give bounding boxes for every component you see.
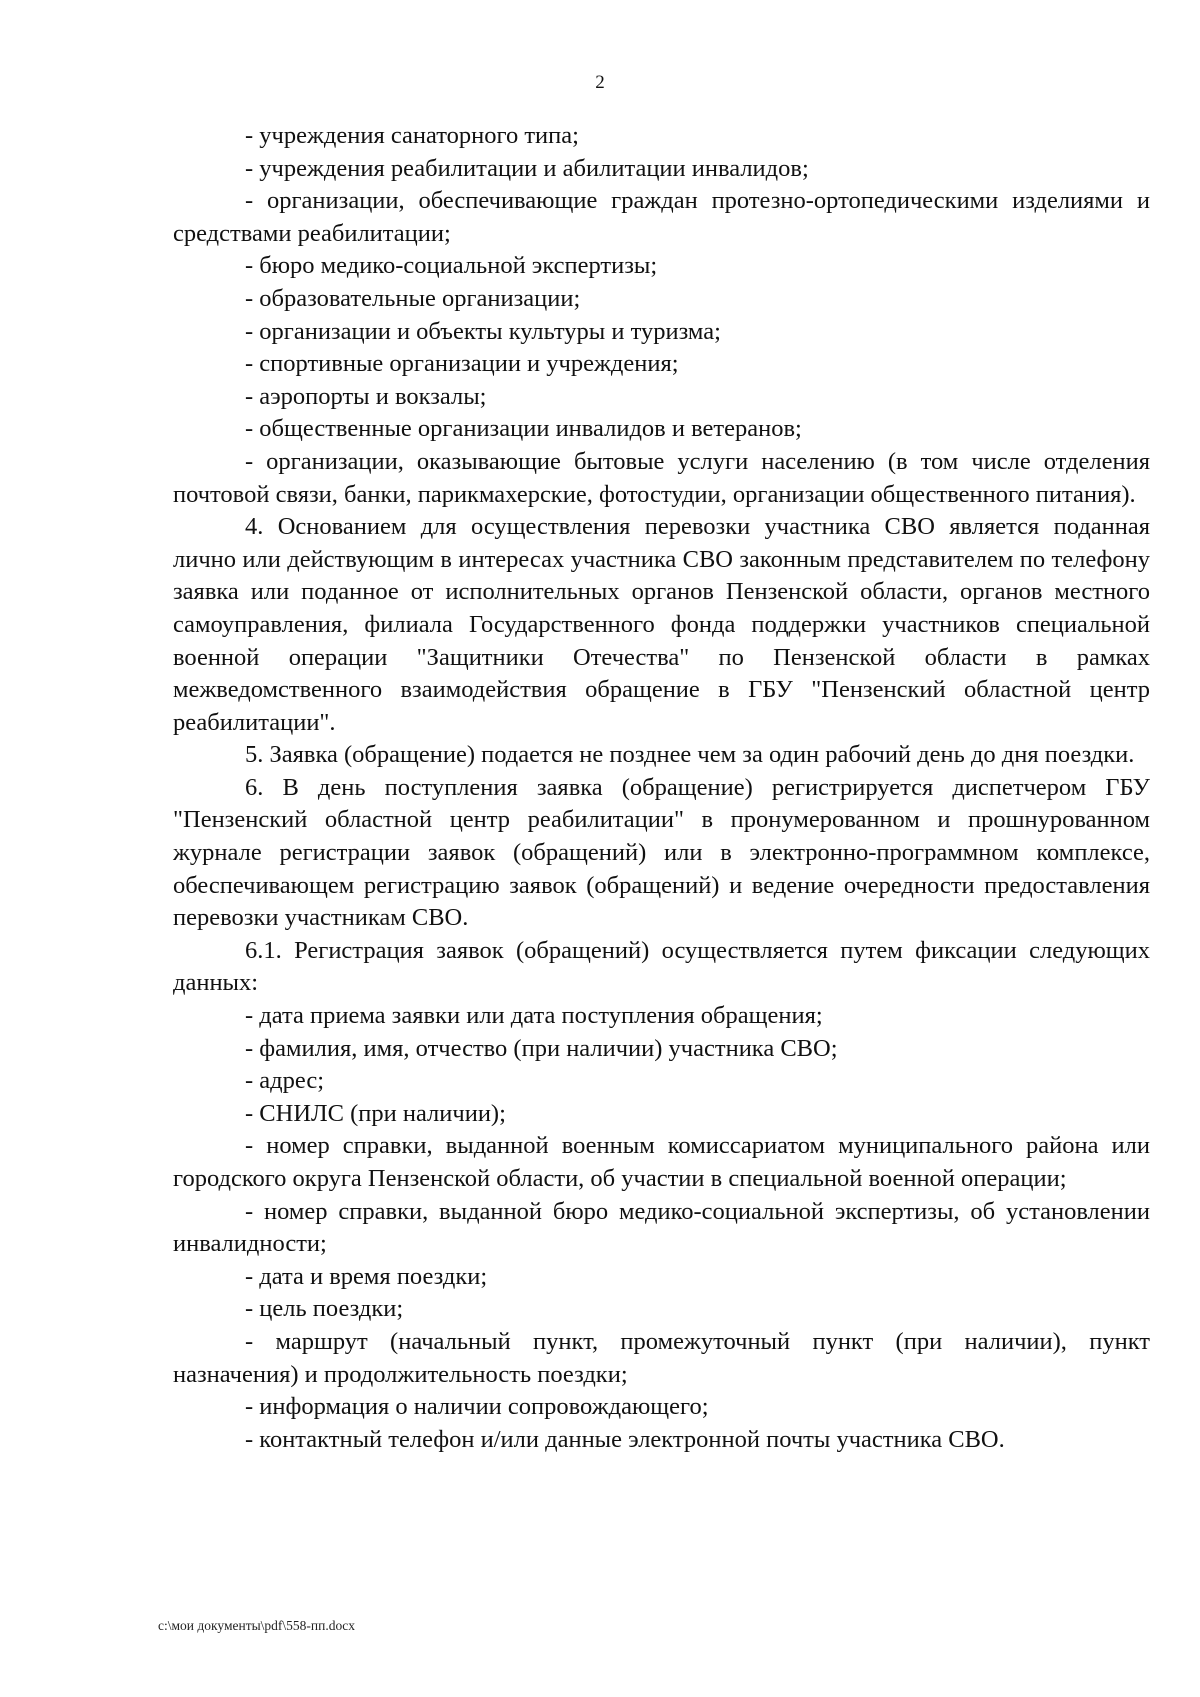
list-item-education: - образовательные организации; [245,284,581,312]
list-item-prosthetics: - организации, обеспечивающие граждан протезно-ортопедическими изделиями и средствами реабилитации; [173,187,1150,247]
data-item-companion: - информация о наличии сопровождающего; [245,1393,709,1421]
data-item-address: - адрес; [245,1067,325,1095]
clause-6-1: 6.1. Регистрация заявок (обращений) осуществляется путем фиксации следующих данных: [173,936,1150,997]
list-item-sanatorium: - учреждения санаторного типа; [245,122,579,149]
data-item-trip-datetime: - дата и время поездки; [245,1262,488,1290]
list-item-public-orgs: - общественные организации инвалидов и ветеранов; [245,415,802,443]
data-item-name: - фамилия, имя, отчество (при наличии) участника СВО; [245,1034,838,1062]
data-item-military-certificate: - номер справки, выданной военным комиссариатом муниципального района или городского округа Пензенской области, об участии в специальной военной операции; [173,1132,1150,1192]
data-item-disability-certificate: - номер справки, выданной бюро медико-социальной экспертизы, об установлении инвалидности; [173,1197,1150,1258]
list-item-rehabilitation: - учреждения реабилитации и абилитации инвалидов; [245,154,809,182]
document-body [173,120,1150,1456]
list-item-airports: - аэропорты и вокзалы; [245,382,487,410]
clause-6: 6. В день поступления заявка (обращение) регистрируется диспетчером ГБУ "Пензенский областной центр реабилитации" в пронумерованном и прошнурованном журнале регистрации заявок (обращений) или в электронно-программном комплексе, обеспечивающем регистрацию заявок (обращений) и ведение очередности предоставления перевозки участникам СВО. [173,773,1150,932]
data-item-contacts: - контактный телефон и/или данные электронной почты участника СВО. [245,1425,1005,1453]
list-item-culture: - организации и объекты культуры и туризма; [245,317,721,345]
data-item-trip-purpose: - цель поездки; [245,1295,404,1323]
list-item-mse-bureau: - бюро медико-социальной экспертизы; [245,252,658,280]
list-item-sports: - спортивные организации и учреждения; [245,350,679,378]
file-path-footer: c:\мои документы\pdf\558-пп.docx [158,1618,355,1633]
clause-4: 4. Основанием для осуществления перевозки участника СВО является поданная лично или действующим в интересах участника СВО законным представителем по телефону заявка или поданное от исполнительных органов Пензенской области, органов местного самоуправления, филиала Государственного фонда поддержки участников специальной военной операции "Защитники Отечества" по Пензенской области в рамках межведомственного взаимодействия обращение в ГБУ "Пензенский областной центр реабилитации". [173,513,1150,736]
data-item-date: - дата приема заявки или дата поступления обращения; [245,1002,823,1030]
list-item-services: - организации, оказывающие бытовые услуги населению (в том числе отделения почтовой связи, банки, парикмахерские, фотостудии, организации общественного питания). [173,447,1150,508]
page-number: 2 [595,72,605,93]
clause-5: 5. Заявка (обращение) подается не позднее чем за один рабочий день до дня поездки. [245,741,1135,769]
data-item-snils: - СНИЛС (при наличии); [245,1099,506,1127]
data-item-route: - маршрут (начальный пункт, промежуточный пункт (при наличии), пункт назначения) и продолжительность поездки; [173,1327,1150,1388]
